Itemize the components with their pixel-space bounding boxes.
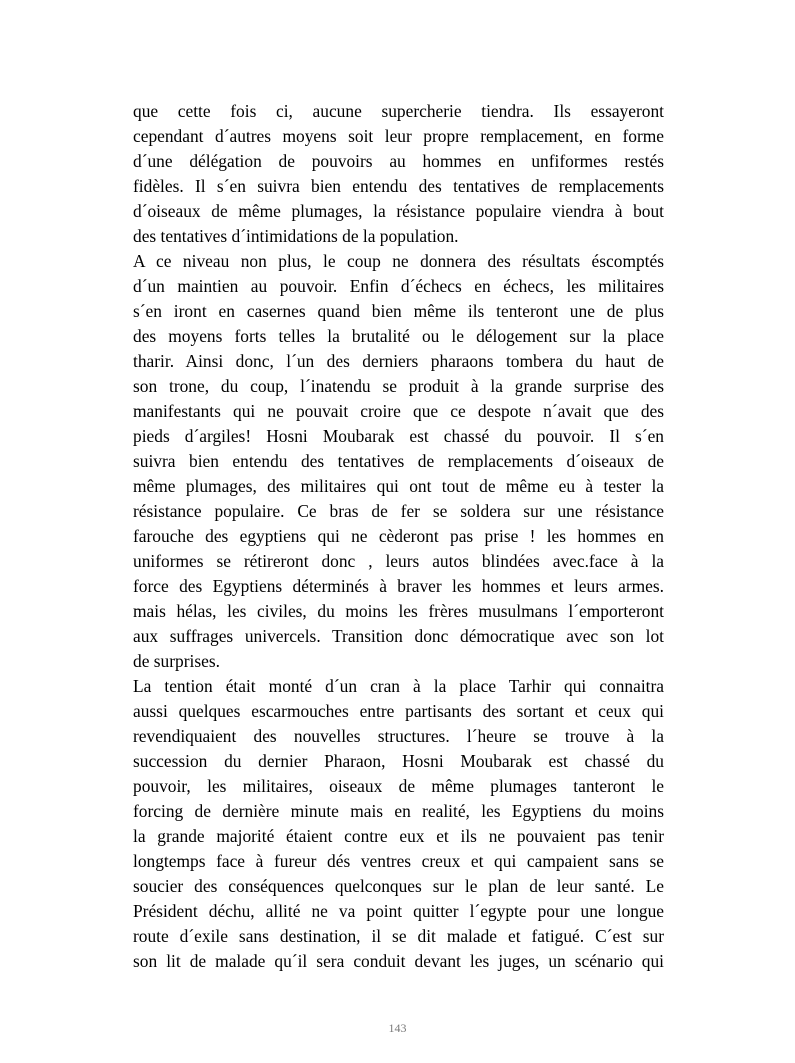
text-line: succession du dernier Pharaon, Hosni Moubarak est chassé du xyxy=(133,751,664,771)
text-line: pieds d´argiles! Hosni Moubarak est chassé du pouvoir. Il s´en xyxy=(133,426,664,446)
page-number: 143 xyxy=(388,1021,407,1035)
text-line: forcing de dernière minute mais en realité, les Egyptiens du moins xyxy=(133,801,664,821)
text-line: mais hélas, les civiles, du moins les frères musulmans l´emporteront xyxy=(133,601,664,621)
page-body xyxy=(133,99,664,974)
text-line: route d´exile sans destination, il se dit malade et fatigué. C´est sur xyxy=(133,926,664,946)
text-line: suivra bien entendu des tentatives de remplacements d´oiseaux de xyxy=(133,451,664,471)
text-line: force des Egyptiens déterminés à braver les hommes et leurs armes. xyxy=(133,576,664,596)
text-line: la grande majorité étaient contre eux et ils ne pouvaient pas tenir xyxy=(133,826,664,846)
text-line: de surprises. xyxy=(133,651,220,671)
text-line: d´une délégation de pouvoirs au hommes en unfiformes restés xyxy=(133,151,664,171)
text-line: farouche des egyptiens qui ne cèderont pas prise ! les hommes en xyxy=(133,526,664,546)
text-line: cependant d´autres moyens soit leur propre remplacement, en forme xyxy=(133,126,664,146)
text-line: son trone, du coup, l´inatendu se produit à la grande surprise des xyxy=(133,376,664,396)
text-line: longtemps face à fureur dés ventres creux et qui campaient sans se xyxy=(133,851,664,871)
text-line: des moyens forts telles la brutalité ou le délogement sur la place xyxy=(133,326,664,346)
text-line: même plumages, des militaires qui ont tout de même eu à tester la xyxy=(133,476,664,496)
text-line: pouvoir, les militaires, oiseaux de même plumages tanteront le xyxy=(133,776,664,796)
text-line: résistance populaire. Ce bras de fer se soldera sur une résistance xyxy=(133,501,664,521)
text-line: aussi quelques escarmouches entre partisants des sortant et ceux qui xyxy=(133,701,664,721)
text-line: d´oiseaux de même plumages, la résistance populaire viendra à bout xyxy=(133,201,664,221)
text-line: La tention était monté d´un cran à la place Tarhir qui connaitra xyxy=(133,676,664,696)
text-line: soucier des conséquences quelconques sur le plan de leur santé. Le xyxy=(133,876,664,896)
text-line: A ce niveau non plus, le coup ne donnera des résultats éscomptés xyxy=(133,251,664,271)
text-line: aux suffrages univercels. Transition donc démocratique avec son lot xyxy=(133,626,664,646)
text-line: que cette fois ci, aucune supercherie tiendra. Ils essayeront xyxy=(133,101,664,121)
text-line: uniformes se rétireront donc , leurs autos blindées avec.face à la xyxy=(133,551,664,571)
text-line: tharir. Ainsi donc, l´un des derniers pharaons tombera du haut de xyxy=(133,351,664,371)
text-line: s´en iront en casernes quand bien même ils tenteront une de plus xyxy=(133,301,664,321)
text-line: d´un maintien au pouvoir. Enfin d´échecs en échecs, les militaires xyxy=(133,276,664,296)
text-line: manifestants qui ne pouvait croire que ce despote n´avait que des xyxy=(133,401,664,421)
text-line: revendiquaient des nouvelles structures. l´heure se trouve à la xyxy=(133,726,664,746)
text-line: son lit de malade qu´il sera conduit devant les juges, un scénario qui xyxy=(133,951,664,971)
text-line: Président déchu, allité ne va point quitter l´egypte pour une longue xyxy=(133,901,664,921)
text-line: des tentatives d´intimidations de la population. xyxy=(133,226,459,246)
text-line: fidèles. Il s´en suivra bien entendu des tentatives de remplacements xyxy=(133,176,664,196)
